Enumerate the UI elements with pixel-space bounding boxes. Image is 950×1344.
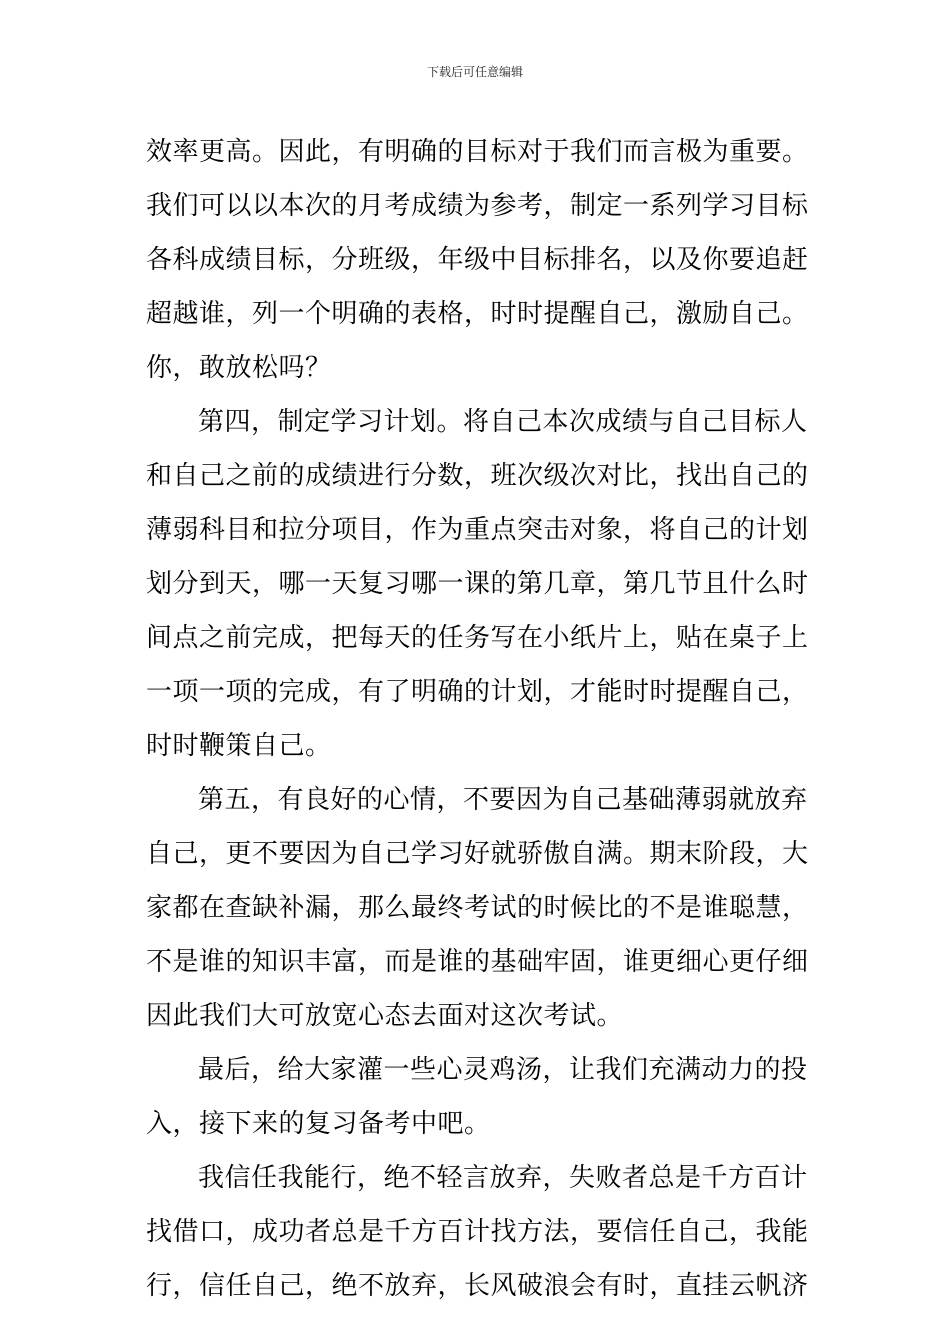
- text-line: 因此我们大可放宽心态去面对这次考试。: [146, 1001, 624, 1031]
- page-header: 下载后可任意编辑: [426, 65, 523, 79]
- text-line: 家都在查缺补漏，那么最终考试的时候比的不是谁聪慧，: [146, 893, 809, 923]
- text-line: 行，信任自己，绝不放弃，长风破浪会有时，直挂云帆济: [146, 1271, 809, 1301]
- body-text: [146, 125, 811, 1313]
- text-line: 间点之前完成，把每天的任务写在小纸片上，贴在桌子上: [146, 623, 809, 653]
- text-line: 效率更高。因此，有明确的目标对于我们而言极为重要。: [146, 137, 809, 167]
- text-line: 划分到天，哪一天复习哪一课的第几章，第几节且什么时: [146, 569, 809, 599]
- text-line: 各科成绩目标，分班级，年级中目标排名，以及你要追赶: [146, 245, 809, 275]
- text-line: 和自己之前的成绩进行分数，班次级次对比，找出自己的: [146, 461, 809, 491]
- text-line: 一项一项的完成，有了明确的计划，才能时时提醒自己，: [146, 677, 809, 707]
- text-line: 入，接下来的复习备考中吧。: [146, 1109, 491, 1139]
- paragraph-start-line: 最后，给大家灌一些心灵鸡汤，让我们充满动力的投: [198, 1055, 808, 1085]
- paragraph-start-line: 第五，有良好的心情，不要因为自己基础薄弱就放弃: [198, 785, 808, 815]
- text-line: 找借口，成功者总是千方百计找方法，要信任自己，我能: [146, 1217, 809, 1247]
- text-line: 不是谁的知识丰富，而是谁的基础牢固，谁更细心更仔细: [146, 947, 809, 977]
- text-line: 时时鞭策自己。: [146, 731, 332, 761]
- text-line: 你，敢放松吗？: [146, 353, 332, 383]
- paragraph-start-line: 第四，制定学习计划。将自己本次成绩与自己目标人: [198, 407, 808, 437]
- text-line: 超越谁，列一个明确的表格，时时提醒自己，激励自己。: [146, 299, 809, 329]
- text-line: 薄弱科目和拉分项目，作为重点突击对象，将自己的计划: [146, 515, 809, 545]
- text-line: 我们可以以本次的月考成绩为参考，制定一系列学习目标: [146, 191, 809, 221]
- paragraph-start-line: 我信任我能行，绝不轻言放弃，失败者总是千方百计: [198, 1163, 808, 1193]
- text-line: 自己，更不要因为自己学习好就骄傲自满。期末阶段，大: [146, 839, 809, 869]
